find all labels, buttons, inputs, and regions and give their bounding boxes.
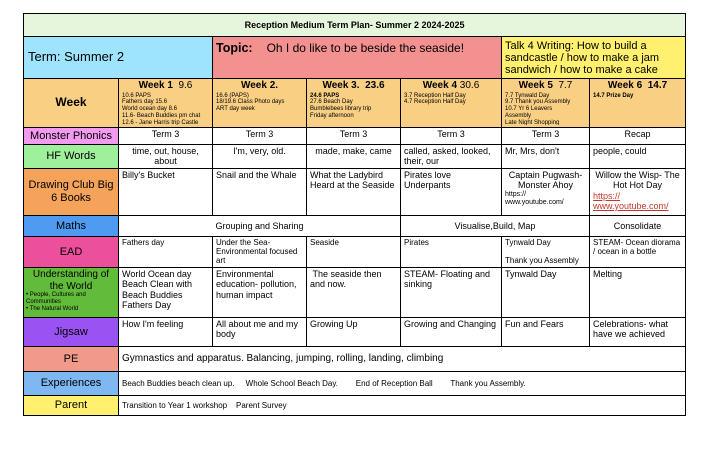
drawing-club-cell: Snail and the Whale [213, 169, 307, 216]
week-3-cell [307, 79, 401, 128]
week-6-book-link[interactable]: https:// www.youtube.com/ [593, 190, 669, 212]
jigsaw-cell: Growing Up [307, 318, 401, 347]
week-1-note: Fathers day 15.6 [122, 99, 168, 106]
drawing-club-cell: Billy's Bucket [119, 169, 213, 216]
ead-cell: STEAM- Ocean diorama / ocean in a bottle [590, 237, 686, 268]
understanding-cell: Melting [590, 268, 686, 318]
ead-cell: Tynwald Day Thank you Assembly [502, 237, 590, 268]
jigsaw-cell: All about me and my body [213, 318, 307, 347]
week-5-note: Late Night Shopping [505, 120, 560, 125]
phonics-cell: Term 3 [119, 128, 213, 145]
maths-consolidate-cell: Consolidate [590, 216, 686, 237]
week-5-note: 7.7 Tynwald Day [505, 92, 550, 99]
week-2-note: 16.6 (PAPS) [216, 92, 249, 99]
week-2-note: 18/19.6 Class Photo days [216, 99, 285, 106]
drawing-club-cell [590, 169, 686, 216]
week-1-note: 10.6 PAPS [122, 92, 151, 99]
week-5-note: 9.7 Thank you Assembly [505, 99, 571, 106]
pe-label: PE [24, 347, 119, 372]
week-5-book-link[interactable]: https:// www.youtube.com/ [505, 190, 564, 206]
week-1-note: World ocean day 8.6 [122, 106, 177, 113]
week-5-note: Assembly [505, 113, 532, 120]
talk-4-writing-text: Talk 4 Writing: How to build a sandcastle / how to make a jam sandwich / how to make a cake [505, 40, 660, 77]
jigsaw-cell: Fun and Fears [502, 318, 590, 347]
ead-cell: Under the Sea- Environmental focused art [213, 237, 307, 268]
maths-grouping-cell: Grouping and Sharing [119, 216, 401, 237]
week-4-note: 4.7 Reception Half Day [404, 99, 466, 106]
hf-words-cell: Mr, Mrs, don't [502, 145, 590, 169]
week-3-note: 24.6 PAPS [310, 92, 340, 99]
experiences-cell: Beach Buddies beach clean up. Whole School Beach Day. End of Reception Ball Thank you Assembly. [119, 372, 686, 396]
week-1-note: 11.6- Beach Buddies pm chat [122, 113, 201, 120]
week-5-book: Captain Pugwash- Monster Ahoy [508, 170, 583, 191]
week-5-note: 10.7 Yr 6 Leavers [505, 106, 553, 113]
ead-cell: Fathers day [119, 237, 213, 268]
hf-words-cell: made, make, came [307, 145, 401, 169]
hf-words-cell: called, asked, looked, their, our [401, 145, 502, 169]
monster-phonics-label: Monster Phonics [24, 128, 119, 145]
week-2-title: Week 2. [240, 80, 279, 91]
jigsaw-cell: Growing and Changing [401, 318, 502, 347]
week-3-note: Friday afternoon [310, 113, 354, 120]
jigsaw-cell: How I'm feeling [119, 318, 213, 347]
week-5-title: Week 5 [518, 80, 553, 91]
hf-words-label: HF Words [24, 145, 119, 169]
week-5-date: 7.7 [558, 80, 573, 91]
utw-bullet: • The Natural World [26, 305, 79, 312]
hf-words-cell: people, could [590, 145, 686, 169]
week-2-note: ART day week [216, 106, 255, 113]
week-6-book: Willow the Wisp- The Hot Hot Day [595, 170, 680, 191]
understanding-cell: World Ocean day Beach Clean with Beach Buddies Fathers Day [119, 268, 213, 318]
week-1-title: Week 1 [138, 80, 173, 91]
experiences-label: Experiences [24, 372, 119, 396]
week-3-date: 23.6 [365, 80, 385, 91]
utw-bullet: • People, Cultures and Communities [26, 292, 86, 305]
week-3-title: Week 3. [322, 80, 360, 91]
week-3-note: Bumblebees library trip [310, 106, 372, 113]
understanding-cell: The seaside then and now. [307, 268, 401, 318]
understanding-world-label-cell [24, 268, 119, 318]
week-4-note: 3.7 Reception Half Day [404, 92, 466, 99]
week-2-cell [213, 79, 307, 128]
understanding-world-label: Understanding of the World [32, 269, 110, 292]
ead-cell: Seaside [307, 237, 401, 268]
drawing-club-label: Drawing Club Big 6 Books [24, 169, 119, 216]
phonics-cell: Term 3 [401, 128, 502, 145]
week-4-title: Week 4 [422, 80, 458, 91]
drawing-club-cell: What the Ladybird Heard at the Seaside [307, 169, 401, 216]
jigsaw-label: Jigsaw [24, 318, 119, 347]
phonics-cell: Term 3 [213, 128, 307, 145]
week-6-note: 14.7 Prize Day [593, 92, 634, 99]
week-3-note: 27.6 Beach Day [310, 99, 353, 106]
maths-label: Maths [24, 216, 119, 237]
understanding-cell: Tynwald Day [502, 268, 590, 318]
term-label: Term: Summer 2 [24, 37, 213, 79]
topic-cell [213, 37, 502, 79]
phonics-cell: Term 3 [502, 128, 590, 145]
week-1-date: 9.6 [178, 80, 193, 91]
understanding-cell: STEAM- Floating and sinking [401, 268, 502, 318]
medium-term-plan-table [23, 13, 686, 416]
ead-label: EAD [24, 237, 119, 268]
week-6-date: 14.7 [647, 80, 668, 91]
parent-label: Parent [24, 396, 119, 416]
topic-text: Oh I do like to be beside the seaside! [266, 41, 465, 55]
week-header: Week [24, 79, 119, 128]
jigsaw-cell: Celebrations- what have we achieved [590, 318, 686, 347]
week-1-cell [119, 79, 213, 128]
week-5-cell [502, 79, 590, 128]
plan-title: Reception Medium Term Plan- Summer 2 2024-2025 [24, 14, 686, 37]
week-6-title: Week 6 [607, 80, 643, 91]
talk-4-writing-cell [502, 37, 686, 79]
drawing-club-cell: Pirates love Underpants [401, 169, 502, 216]
parent-cell: Transition to Year 1 workshop Parent Survey [119, 396, 686, 416]
maths-visualise-cell: Visualise,Build, Map [401, 216, 590, 237]
week-1-note: 12.6 - Jane Harris trip Castle [122, 120, 199, 125]
hf-words-cell: I'm, very, old. [213, 145, 307, 169]
week-6-cell [590, 79, 686, 128]
pe-cell: Gymnastics and apparatus. Balancing, jumping, rolling, landing, climbing [119, 347, 686, 372]
hf-words-cell: time, out, house, about [119, 145, 213, 169]
ead-cell: Pirates [401, 237, 502, 268]
drawing-club-cell [502, 169, 590, 216]
topic-label: Topic: [216, 41, 253, 55]
phonics-cell: Recap [590, 128, 686, 145]
week-4-cell [401, 79, 502, 128]
phonics-cell: Term 3 [307, 128, 401, 145]
week-4-date: 30.6 [459, 80, 480, 91]
understanding-cell: Environmental education- pollution, human impact [213, 268, 307, 318]
